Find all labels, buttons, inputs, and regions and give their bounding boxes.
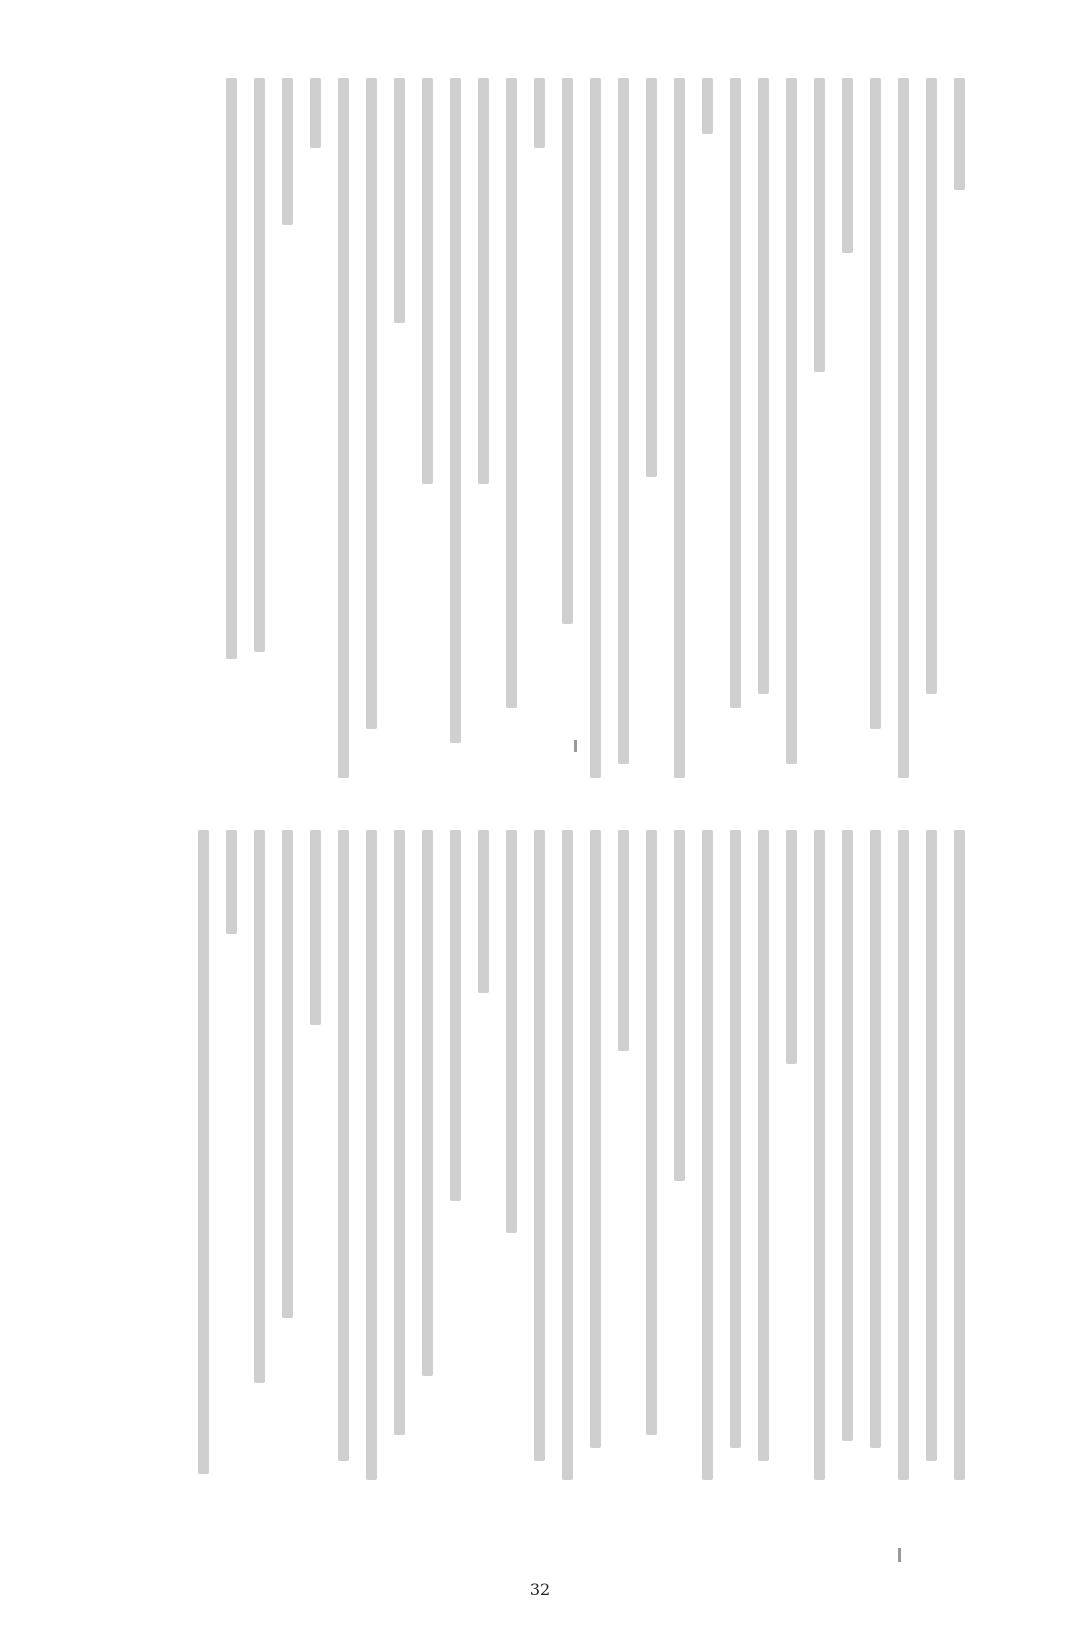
text-column: [419, 78, 436, 778]
redacted-text-line: [674, 78, 685, 778]
redacted-text-line: [450, 830, 461, 1201]
redacted-text-line: [646, 830, 657, 1435]
text-column: [503, 78, 520, 778]
scan-mark: [898, 1548, 901, 1562]
redacted-text-line: [702, 830, 713, 1480]
redacted-text-line: [310, 78, 321, 148]
redacted-text-line: [702, 78, 713, 134]
text-column: [951, 78, 968, 778]
text-column: [727, 78, 744, 778]
text-column: [279, 78, 296, 778]
text-block-top: [88, 78, 968, 778]
text-column: [503, 830, 520, 1480]
text-column: [839, 830, 856, 1480]
redacted-text-line: [674, 830, 685, 1181]
redacted-text-line: [198, 830, 209, 1474]
redacted-text-line: [842, 830, 853, 1441]
text-block-bottom: [120, 830, 968, 1480]
redacted-text-line: [338, 78, 349, 778]
redacted-text-line: [450, 78, 461, 743]
text-column: [643, 830, 660, 1480]
redacted-text-line: [954, 830, 965, 1480]
text-column: [307, 830, 324, 1480]
redacted-text-line: [534, 78, 545, 148]
text-column: [727, 830, 744, 1480]
redacted-text-line: [926, 830, 937, 1461]
text-column: [363, 830, 380, 1480]
text-column: [251, 830, 268, 1480]
redacted-text-line: [926, 78, 937, 694]
redacted-text-line: [898, 78, 909, 778]
text-column: [839, 78, 856, 778]
redacted-text-line: [786, 830, 797, 1064]
text-column: [475, 78, 492, 778]
redacted-text-line: [590, 78, 601, 778]
scan-mark: [574, 740, 577, 752]
text-column: [279, 830, 296, 1480]
redacted-text-line: [254, 830, 265, 1383]
text-column: [307, 78, 324, 778]
text-column: [419, 830, 436, 1480]
redacted-text-line: [534, 830, 545, 1461]
text-column: [559, 78, 576, 778]
redacted-text-line: [618, 78, 629, 764]
redacted-text-line: [590, 830, 601, 1448]
redacted-text-line: [842, 78, 853, 253]
redacted-text-line: [338, 830, 349, 1461]
text-column: [559, 830, 576, 1480]
text-column: [895, 830, 912, 1480]
redacted-text-line: [618, 830, 629, 1051]
text-column: [251, 78, 268, 778]
text-column: [699, 830, 716, 1480]
redacted-text-line: [814, 78, 825, 372]
text-column: [531, 830, 548, 1480]
redacted-text-line: [478, 830, 489, 993]
redacted-text-line: [730, 830, 741, 1448]
text-column: [223, 78, 240, 778]
redacted-text-line: [394, 830, 405, 1435]
redacted-text-line: [646, 78, 657, 477]
redacted-text-line: [758, 830, 769, 1461]
redacted-text-line: [478, 78, 489, 484]
text-column: [475, 830, 492, 1480]
text-column: [923, 830, 940, 1480]
redacted-text-line: [898, 830, 909, 1480]
redacted-text-line: [870, 830, 881, 1448]
text-column: [587, 830, 604, 1480]
text-column: [951, 830, 968, 1480]
redacted-text-line: [226, 830, 237, 934]
redacted-text-line: [282, 78, 293, 225]
text-column: [867, 830, 884, 1480]
text-column: [223, 830, 240, 1480]
text-column: [895, 78, 912, 778]
text-column: [363, 78, 380, 778]
text-column: [755, 830, 772, 1480]
text-column: [447, 830, 464, 1480]
text-column: [587, 78, 604, 778]
redacted-text-line: [758, 78, 769, 694]
text-column: [783, 830, 800, 1480]
text-column: [195, 830, 212, 1480]
text-column: [755, 78, 772, 778]
redacted-text-line: [282, 830, 293, 1318]
redacted-text-line: [254, 78, 265, 652]
redacted-text-line: [814, 830, 825, 1480]
text-column: [643, 78, 660, 778]
redacted-text-line: [226, 78, 237, 659]
redacted-text-line: [562, 830, 573, 1480]
redacted-text-line: [562, 78, 573, 624]
text-column: [671, 78, 688, 778]
text-column: [615, 78, 632, 778]
redacted-text-line: [422, 78, 433, 484]
page-number: 32: [529, 1580, 551, 1599]
text-column: [811, 830, 828, 1480]
redacted-text-line: [870, 78, 881, 729]
redacted-text-line: [310, 830, 321, 1025]
text-column: [671, 830, 688, 1480]
redacted-text-line: [506, 830, 517, 1233]
text-column: [447, 78, 464, 778]
redacted-text-line: [954, 78, 965, 190]
text-column: [391, 78, 408, 778]
text-column: [811, 78, 828, 778]
text-column: [923, 78, 940, 778]
text-column: [699, 78, 716, 778]
redacted-text-line: [730, 78, 741, 708]
text-column: [391, 830, 408, 1480]
redacted-text-line: [786, 78, 797, 764]
text-column: [867, 78, 884, 778]
text-column: [335, 78, 352, 778]
redacted-text-line: [366, 78, 377, 729]
redacted-text-line: [506, 78, 517, 708]
redacted-text-line: [422, 830, 433, 1376]
text-column: [335, 830, 352, 1480]
text-column: [615, 830, 632, 1480]
redacted-text-line: [366, 830, 377, 1480]
text-column: [783, 78, 800, 778]
redacted-text-line: [394, 78, 405, 323]
text-column: [531, 78, 548, 778]
